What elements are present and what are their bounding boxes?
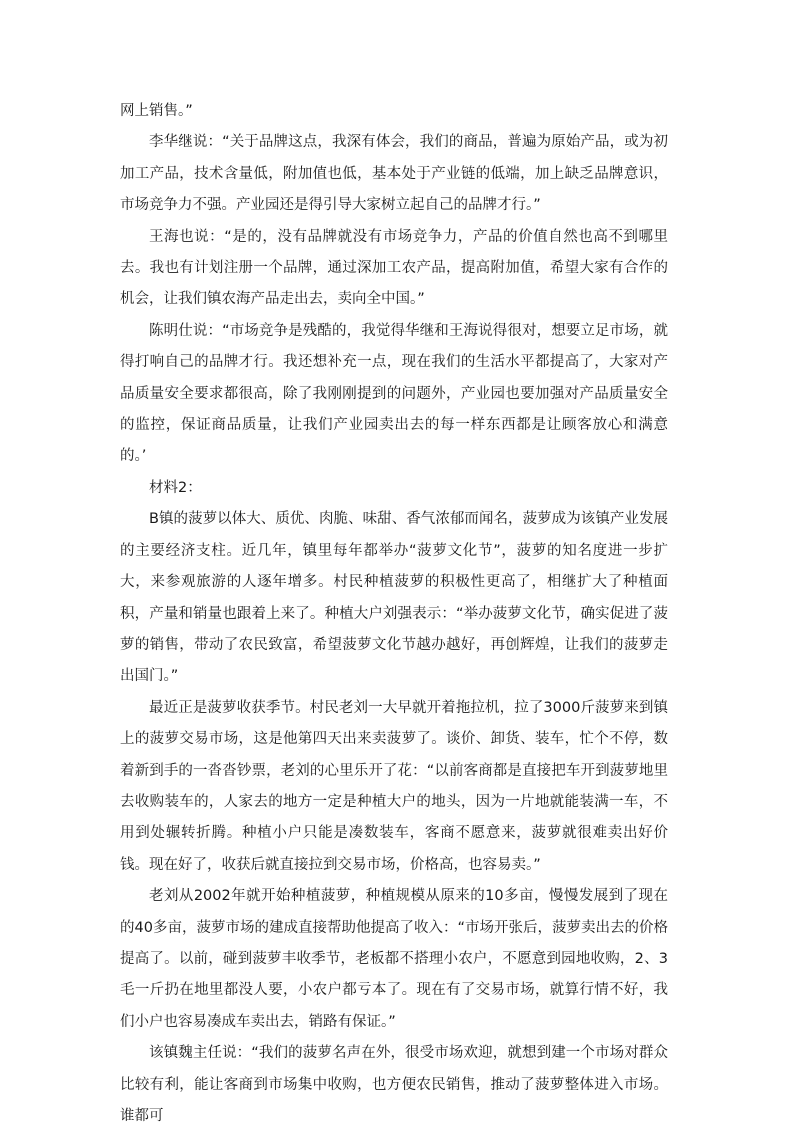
paragraph-lao-liu-income: 老刘从2002年就开始种植菠萝，种植规模从原来的10多亩，慢慢发展到了现在的40多亩，菠萝市场的建成直接帮助他提高了收入：“市场开张后，菠萝卖出去的价格提高了。以前，碰到菠萝丰收季节，老板都不搭理小农户，不愿意到园地收购，2、3毛一斤扔在地里都没人要，小农户都亏本了。现在有了交易市场，就算行情不好，我们小户也容易凑成车卖出去，销路有保证。”	[120, 888, 668, 1030]
paragraph-harvest-season: 最近正是菠萝收获季节。村民老刘一大早就开着拖拉机，拉了3000斤菠萝来到镇上的菠萝交易市场，这是他第四天出来卖菠萝了。谈价、卸货、装车，忙个不停，数着新到手的一沓沓钞票，老刘的心里乐开了花：“以前客商都是直接把车开到菠萝地里去收购装车的，人家去的地方一定是种植大户的地头，因为一片地就能装满一车，不用到处辗转折腾。种植小户只能是凑数装车，客商不愿意来，菠萝就很难卖出好价钱。现在好了，收获后就直接拉到交易市场，价格高，也容易卖。”	[120, 699, 668, 873]
paragraph-online-sales-end: 网上销售。”	[120, 103, 193, 119]
paragraph-pineapple-town: B镇的菠萝以体大、质优、肉脆、味甜、香气浓郁而闻名，菠萝成为该镇产业发展的主要经济支柱。近几年，镇里每年都举办“菠萝文化节”，菠萝的知名度进一步扩大，来参观旅游的人逐年增多。村民种植菠萝的积极性更高了，相继扩大了种植面积，产量和销量也跟着上来了。种植大户刘强表示：“举办菠萝文化节，确实促进了菠萝的销售，带动了农民致富，希望菠萝文化节越办越好，再创辉煌，让我们的菠萝走出国门。”	[120, 511, 668, 685]
material-2-heading: 材料2：	[149, 479, 202, 496]
paragraph-director-wei: 该镇魏主任说：“我们的菠萝名声在外，很受市场欢迎，就想到建一个市场对群众比较有利，能让客商到市场集中收购，也方便农民销售，推动了菠萝整体进入市场。谁都可	[120, 1045, 668, 1124]
paragraph-chen-mingshi: 陈明仕说：“市场竞争是残酷的，我觉得华继和王海说得很对，想要立足市场，就得打响自己的品牌才行。我还想补充一点，现在我们的生活水平都提高了，大家对产品质量安全要求都很高，除了我刚刚提到的问题外，产业园也要加强对产品质量安全的监控，保证商品质量，让我们产业园卖出去的每一样东西都是让顾客放心和满意的。’	[120, 322, 668, 465]
document-page	[120, 96, 668, 1132]
paragraph-li-huaji: 李华继说：“关于品牌这点，我深有体会，我们的商品，普遍为原始产品，或为初加工产品，技术含量低，附加值也低，基本处于产业链的低端，加上缺乏品牌意识，市场竞争力不强。产业园还是得引导大家树立起自己的品牌才行。”	[120, 134, 668, 214]
paragraph-wang-hai: 王海也说：“是的，没有品牌就没有市场竞争力，产品的价值自然也高不到哪里去。我也有计划注册一个品牌，通过深加工农产品，提高附加值，希望大家有合作的机会，让我们镇农海产品走出去，卖向全中国。”	[120, 228, 668, 308]
